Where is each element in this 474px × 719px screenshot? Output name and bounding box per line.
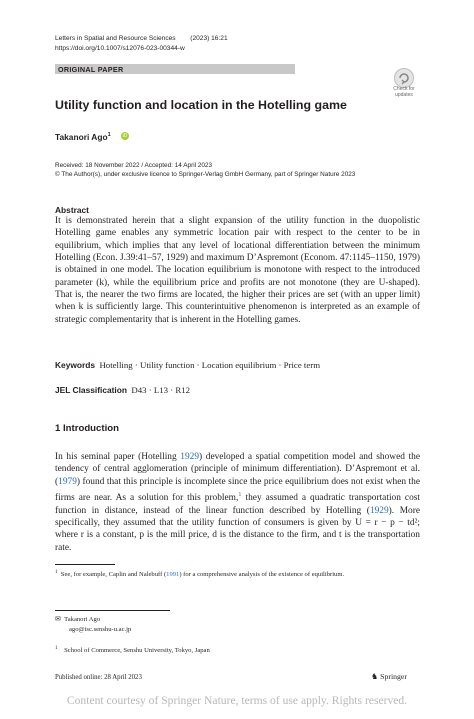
footnote: $^1$ See, for example, Caplin and Nalebuff (1991) for a comprehensive analysis of the existence of equilibrium.: [55, 570, 345, 579]
jel-codes: D43 · L13 · R12: [131, 385, 191, 395]
jel-classification: [55, 385, 190, 395]
keywords-list: Hotelling · Utility function · Location equilibrium · Price term: [99, 360, 321, 370]
copyright-line: © The Author(s), under exclusive licence to Springer-Verlag GmbH Germany, part of Springer Nature 2023: [55, 171, 356, 179]
courtesy-watermark: Content courtesy of Springer Nature, terms of use apply. Rights reserved.: [66, 694, 408, 707]
author-name[interactable]: Takanori Ago$^1$: [55, 132, 111, 142]
published-online: Published online: 28 April 2023: [55, 674, 142, 681]
author-affiliation-ref: 1: [107, 132, 111, 139]
citation-link[interactable]: 1979: [58, 476, 77, 487]
footnote-ref-link[interactable]: 1: [238, 491, 242, 499]
journal-header: [55, 34, 228, 53]
affiliation: $^1$ School of Commerce, Senshu University, Tokyo, Japan: [55, 646, 210, 655]
jel-label: JEL Classification: [55, 385, 127, 395]
abstract-text: It is demonstrated herein that a slight expansion of the utility function in the duopolistic Hotelling game enables any symmetric location pair with respect to the center to be in equilibrium, which implies that any level of locational differentiation between the minimum Hotelling (Econ. J.39:41–57, 1929) and maximum D’Aspremont (Econom. 47:1145–1150, 1979) is obtained in one model. The location equilibrium is monotone with respect to the introduced parameter (k), while the equilibrium price and profits are not monotone (they are U-shaped). That is, the nearer the two firms are located, the higher their prices are set (with an upper limit) when k is sufficiently large. This counterintuitive phenomenon is interpreted as an example of strategic complementarity that is inherent in the Hotelling games.: [55, 216, 420, 325]
keywords: [55, 360, 320, 370]
contact-email[interactable]: ago@isc.senshu-u.ac.jp: [69, 625, 132, 633]
paper-title: Utility function and location in the Hotelling game: [55, 98, 347, 112]
citation-link[interactable]: 1929: [180, 452, 200, 462]
corresponding-author: [55, 615, 131, 634]
envelope-icon: ✉: [55, 615, 61, 623]
springer-horse-icon: ♞: [371, 672, 379, 681]
springer-logo: ♞ Springer: [371, 672, 407, 681]
journal-name: Letters in Spatial and Resource Sciences: [55, 35, 176, 42]
citation-link[interactable]: 1991: [166, 571, 180, 579]
introduction-paragraph: In his seminal paper (Hotelling 1929) developed a spatial competition model and showed the tendency of central agglomeration (principle of minimum differentiation). D’Aspremont et al. (1979) found that this principle is incomplete since the price equilibrium does not exist when the firms are near. As a solution for this problem,$^1$ they assumed a quadratic transportation cost function in distance, instead of the linear function described by Hotelling (1929). More specifically, they assumed that the utility function of consumers is given by U = r − p − td²; where r is a constant, p is the mill price, d is the distance to the firm, and t is the transportation rate.: [55, 452, 421, 553]
citation-link[interactable]: 1929: [369, 505, 389, 516]
introduction-heading: 1 Introduction: [55, 423, 119, 434]
journal-year-issue: (2023) 16:21: [190, 35, 228, 42]
abstract-heading: Abstract: [55, 205, 89, 215]
footnote-number: 1: [55, 570, 58, 575]
footnote-divider: [55, 564, 115, 565]
orcid-icon[interactable]: iD: [122, 133, 128, 139]
check-for-updates-icon[interactable]: [394, 68, 414, 88]
article-type-label: ORIGINAL PAPER: [58, 65, 124, 74]
check-for-updates-badge[interactable]: Check for updates: [393, 86, 415, 98]
affiliation-divider: [55, 610, 170, 611]
contact-name: Takanori Ago: [64, 616, 101, 623]
doi-link[interactable]: https://doi.org/10.1007/s12076-023-00344-w: [55, 44, 185, 52]
affiliation-number: 1: [55, 646, 58, 651]
received-accepted: Received: 18 November 2022 / Accepted: 14 April 2023: [55, 162, 213, 169]
keywords-label: Keywords: [55, 360, 96, 370]
article-dates: [55, 161, 355, 180]
